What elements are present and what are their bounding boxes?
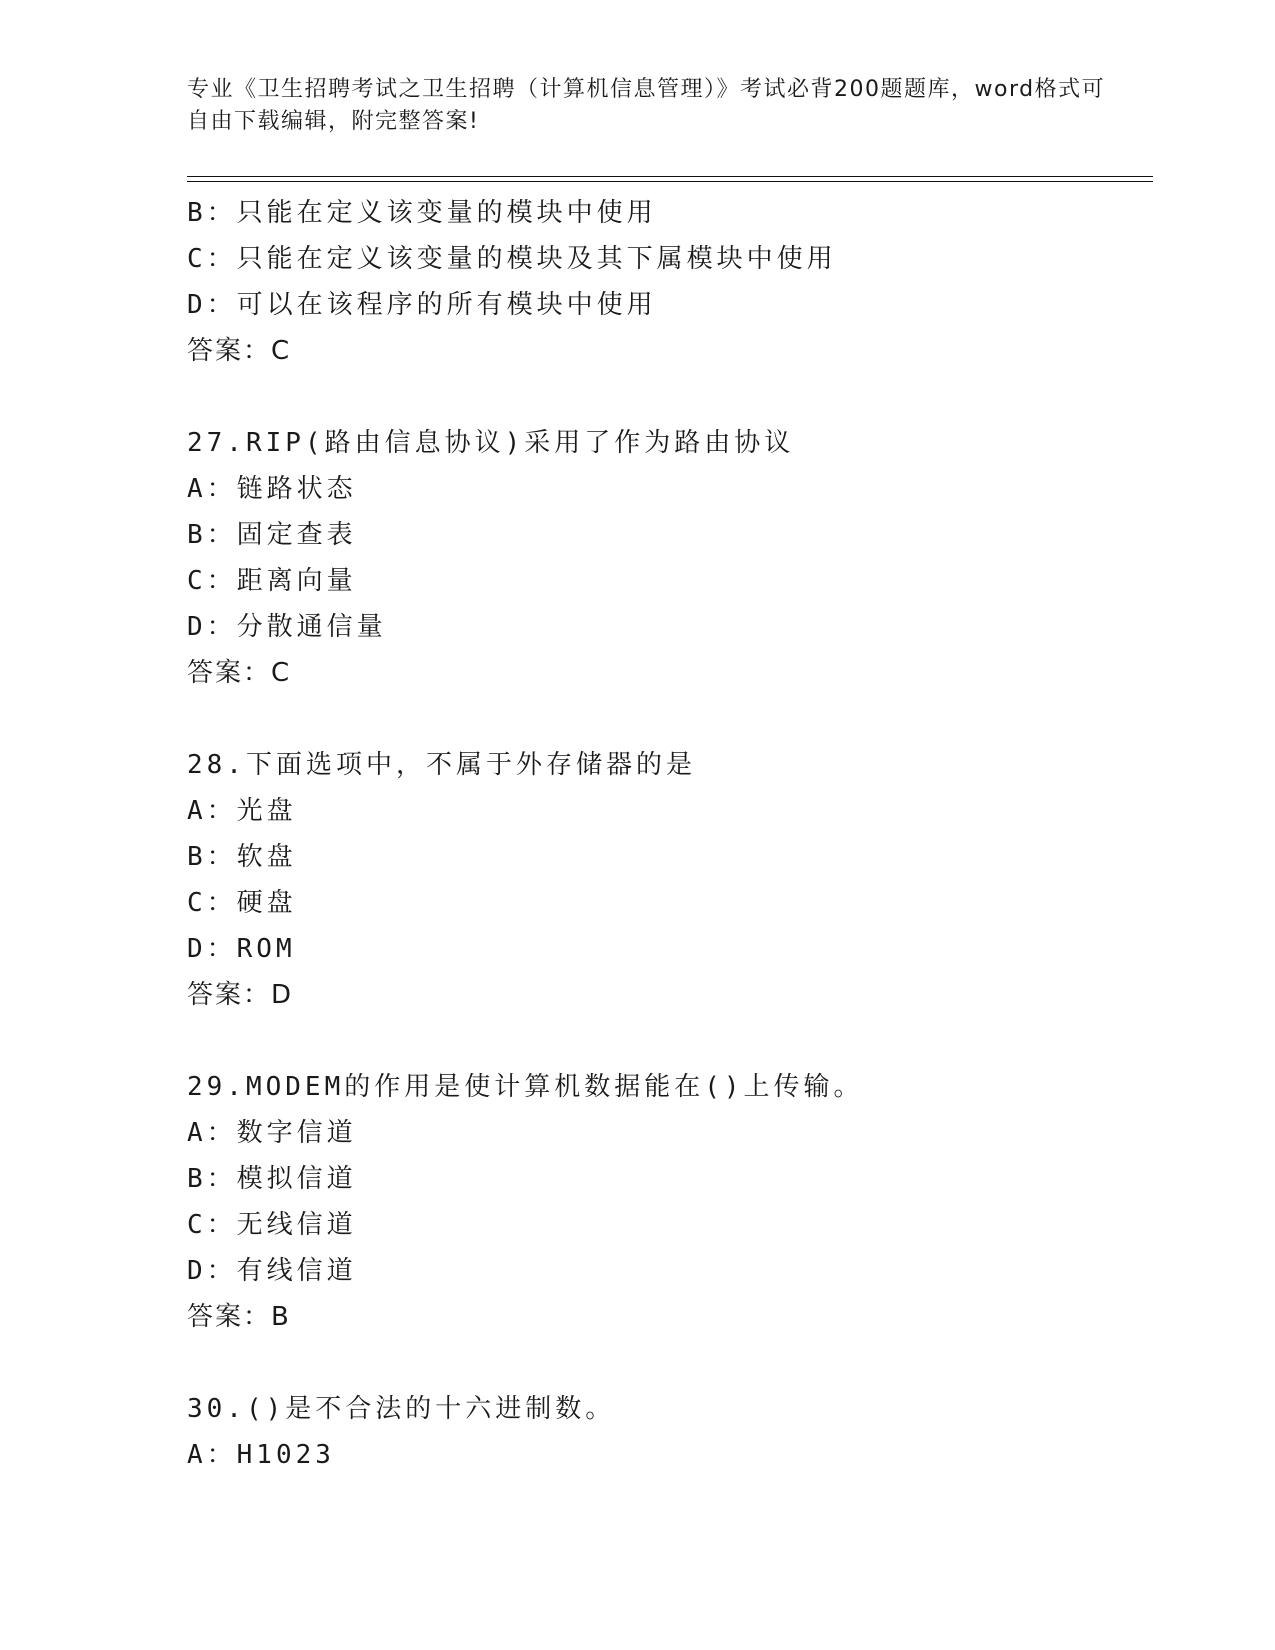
option-c: C：无线信道 <box>187 1210 357 1240</box>
question-block-30 <box>187 1386 1147 1478</box>
document-header: 专业《卫生招聘考试之卫生招聘（计算机信息管理）》考试必背200题题库，word格式可自由下载编辑，附完整答案! <box>187 77 1106 134</box>
option-b: B：模拟信道 <box>187 1164 357 1194</box>
answer: 答案：D <box>187 980 294 1010</box>
question-block-26 <box>187 190 1147 374</box>
option-d: D：ROM <box>187 934 296 964</box>
answer: 答案：C <box>187 658 292 688</box>
spacer <box>187 1018 1147 1064</box>
option-c: C：硬盘 <box>187 888 297 918</box>
question-block-27 <box>187 420 1147 696</box>
answer: 答案：C <box>187 336 292 366</box>
option-a: A：光盘 <box>187 796 297 826</box>
option-d: D：分散通信量 <box>187 612 387 642</box>
header-divider-top <box>187 176 1153 177</box>
option-a: A：H1023 <box>187 1440 335 1470</box>
spacer <box>187 374 1147 420</box>
question-text: 30.()是不合法的十六进制数。 <box>187 1394 616 1424</box>
question-text: 27.RIP(路由信息协议)采用了作为路由协议 <box>187 428 795 458</box>
option-b: B：固定查表 <box>187 520 357 550</box>
question-text: 29.MODEM的作用是使计算机数据能在()上传输。 <box>187 1072 864 1102</box>
option-a: A：数字信道 <box>187 1118 357 1148</box>
question-list <box>187 190 1147 1478</box>
header-divider-bottom <box>187 181 1153 182</box>
option-b: B：只能在定义该变量的模块中使用 <box>187 198 657 228</box>
option-a: A：链路状态 <box>187 474 357 504</box>
option-d: D：可以在该程序的所有模块中使用 <box>187 290 657 320</box>
question-text: 28.下面选项中，不属于外存储器的是 <box>187 750 696 780</box>
option-c: C：只能在定义该变量的模块及其下属模块中使用 <box>187 244 837 274</box>
spacer <box>187 696 1147 742</box>
question-block-29 <box>187 1064 1147 1340</box>
answer: 答案：B <box>187 1302 291 1332</box>
option-d: D：有线信道 <box>187 1256 357 1286</box>
option-c: C：距离向量 <box>187 566 357 596</box>
option-b: B：软盘 <box>187 842 297 872</box>
spacer <box>187 1340 1147 1386</box>
question-block-28 <box>187 742 1147 1018</box>
